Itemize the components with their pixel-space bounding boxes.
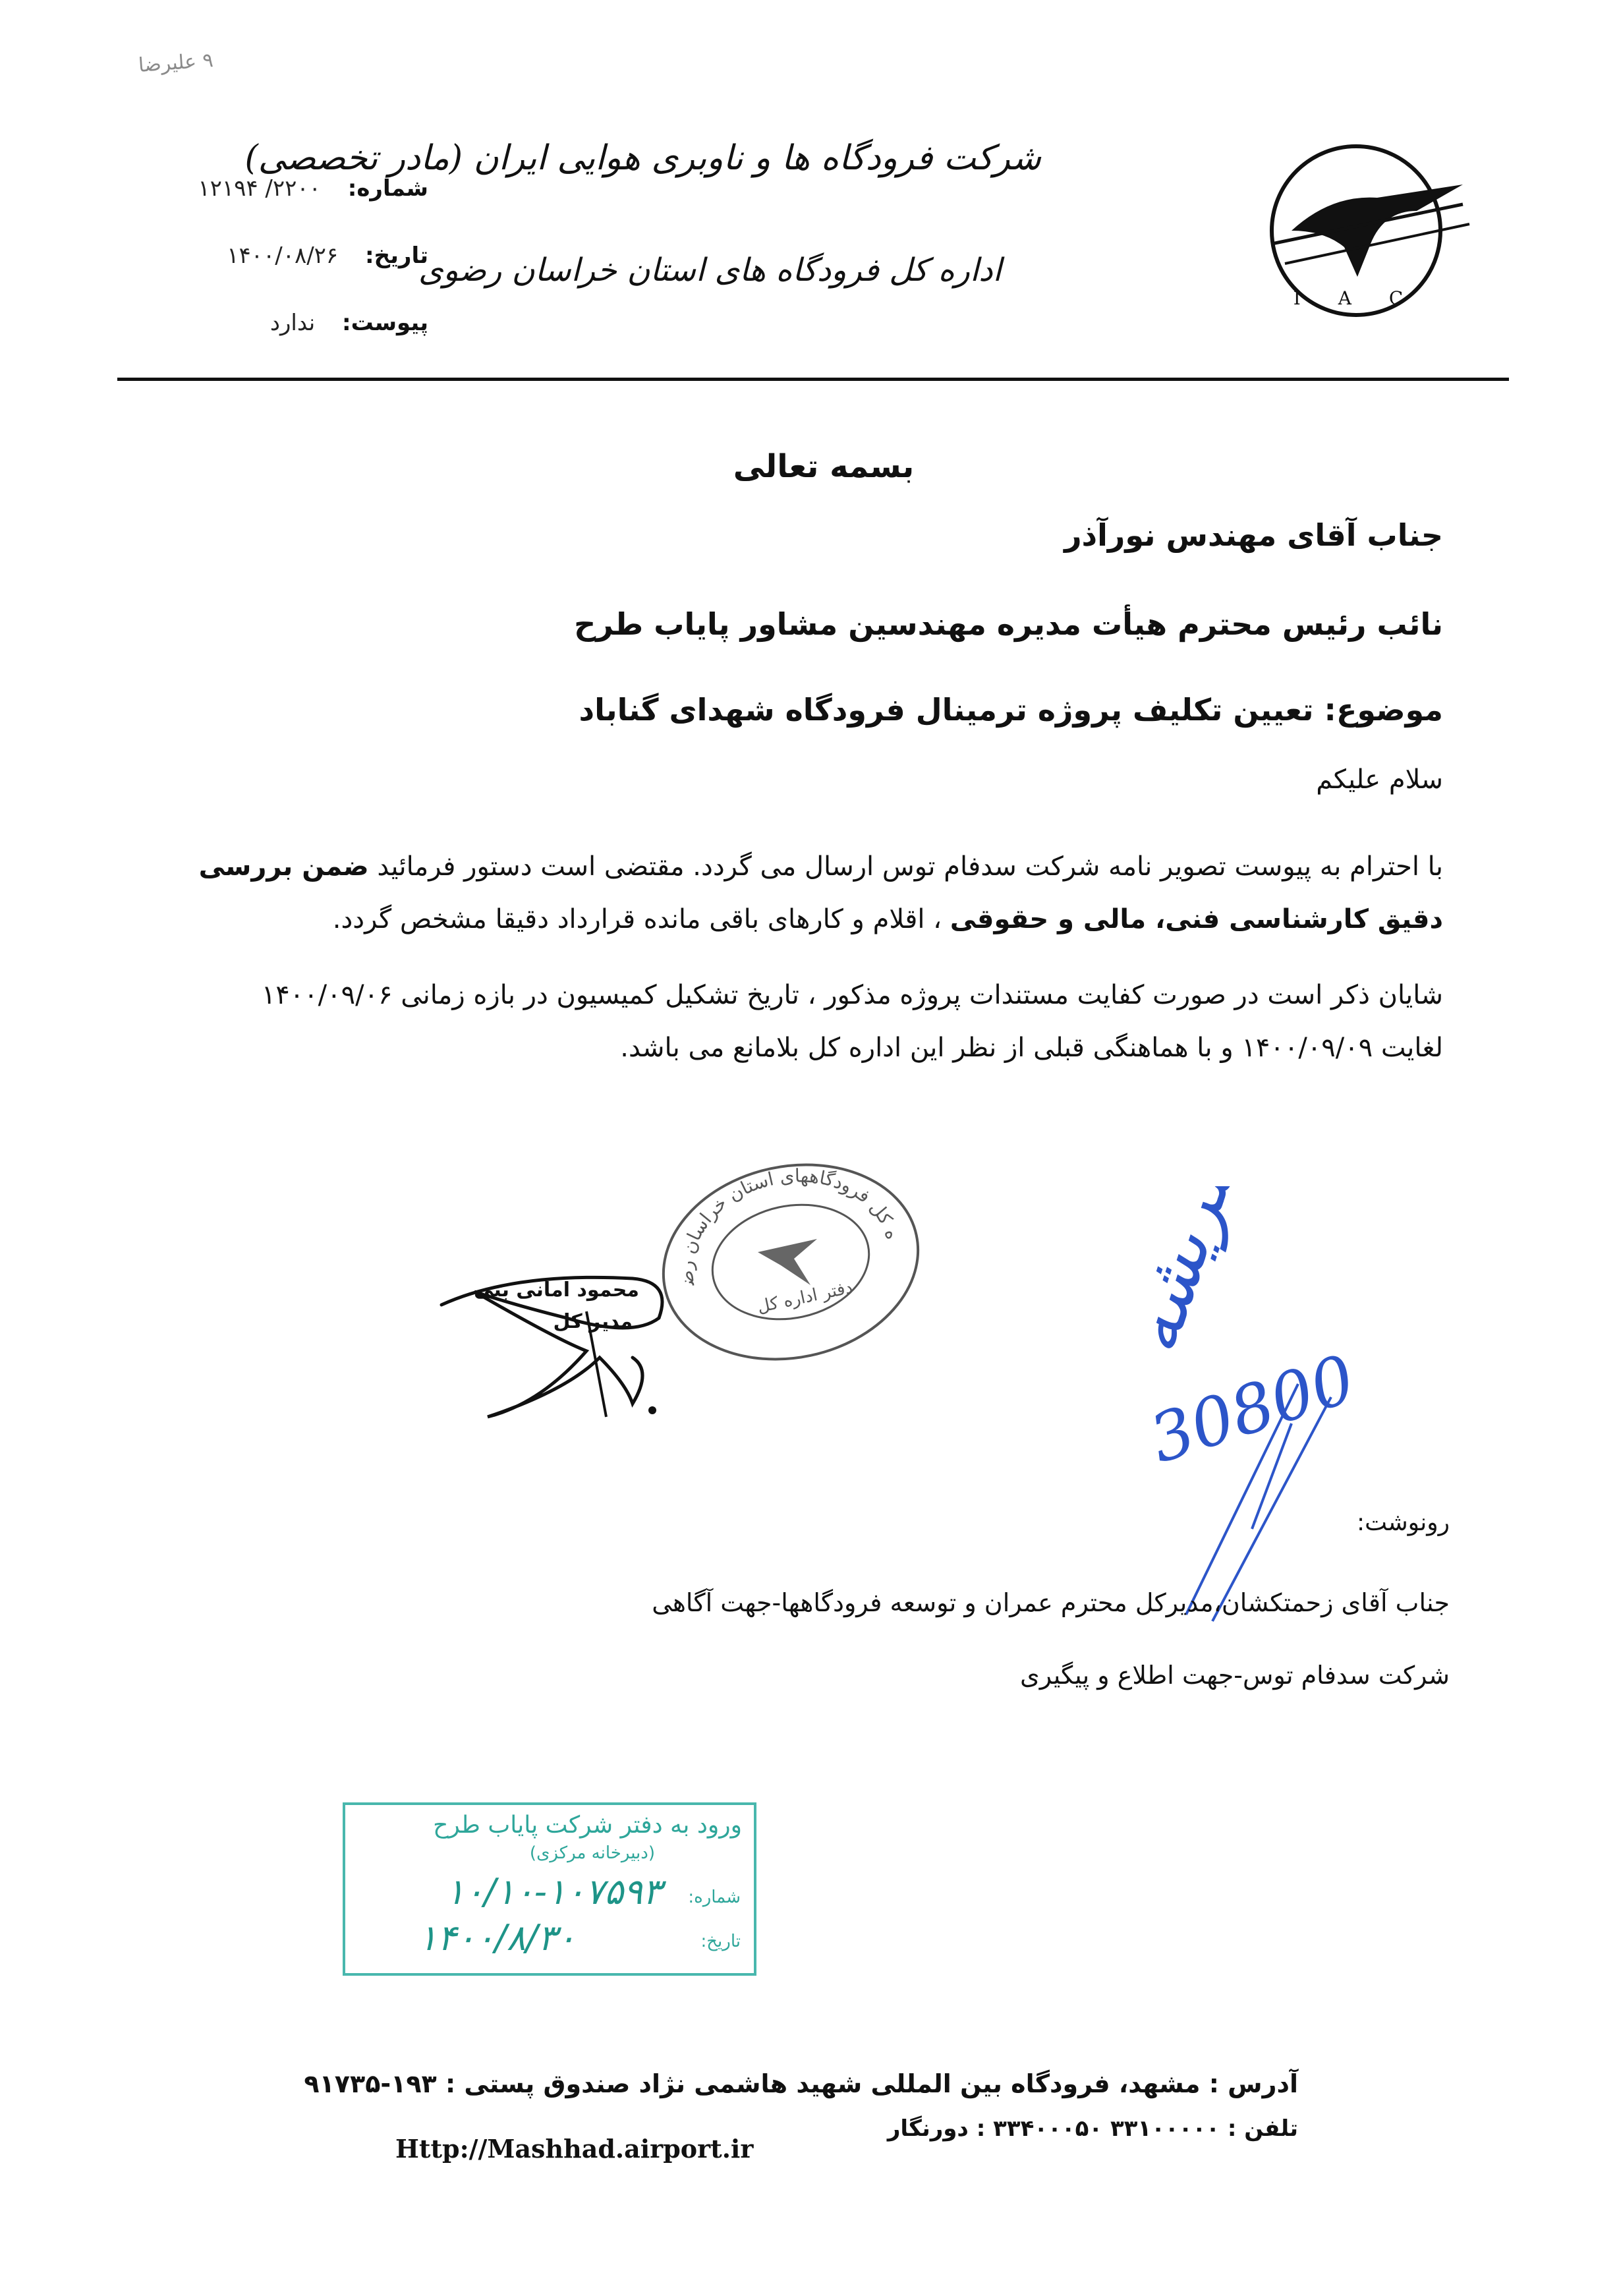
- signatory-title: مدیر کل: [553, 1310, 633, 1333]
- seal-ring-text: اداره کل فرودگاههای استان خراسان رضوی: [675, 1164, 904, 1288]
- para1-line2-bold: دقیق کارشناسی فنی، مالی و حقوقی: [950, 904, 1443, 934]
- receipt-number-value: ۱۰/۱۰-۱۰۷۵۹۳: [445, 1871, 662, 1912]
- receipt-title: ورود به دفتر شرکت پایاب طرح: [433, 1812, 742, 1839]
- receipt-date-value: ۱۴۰۰/۸/۳۰: [418, 1917, 576, 1959]
- company-name: شرکت فرودگاه ها و ناوبری هوایی ایران (مادر تخصصی): [244, 138, 1041, 178]
- handwritten-referral: [1081, 1186, 1423, 1634]
- date-value: ۱۴۰۰/۰۸/۲۶: [227, 243, 339, 269]
- number-label: شماره:: [347, 175, 428, 202]
- paragraph-2-line-2: لغایت ۱۴۰۰/۰۹/۰۹ و با هماهنگی قبلی از نظر این اداره کل بلامانع می باشد.: [620, 1033, 1443, 1063]
- paragraph-1-line-2: [165, 893, 1443, 946]
- para1-text: با احترام به پیوست تصویر نامه شرکت سدفام توس ارسال می گردد. مقتضی است دستور فرمائید: [368, 851, 1443, 882]
- signatory-name: محمود امانی بنی: [473, 1278, 639, 1302]
- letter-attachment: [125, 310, 428, 349]
- handwriting-icon: [1081, 1186, 1423, 1634]
- cc-item: شرکت سدفام توس-جهت اطلاع و پیگیری: [1020, 1661, 1450, 1690]
- paragraph-2-line-1: شایان ذکر است در صورت کفایت مستندات پروژه مذکور ، تاریخ تشکیل کمیسیون در بازه زمانی ۱۴۰۰/۰۹/۰۶: [261, 980, 1443, 1010]
- handwritten-number: 30800: [1141, 1340, 1364, 1478]
- recipient: جناب آقای مهندس نورآذر: [1064, 517, 1443, 553]
- number-value: ۲۲۰۰/ ۱۲۱۹۴: [198, 175, 321, 202]
- department-name: اداره کل فرودگاه های استان خراسان رضوی: [418, 252, 1002, 289]
- recipient-title: نائب رئیس محترم هیأت مدیره مهندسین مشاور پایاب طرح: [574, 606, 1443, 642]
- subject: موضوع: تعیین تکلیف پروژه ترمینال فرودگاه شهدای گناباد: [579, 692, 1443, 728]
- logo-icon: [1245, 132, 1509, 330]
- logo-text: I A C: [1293, 287, 1419, 309]
- seal-inner-text: دفتر اداره کل: [755, 1277, 855, 1317]
- receipt-subtitle: (دبیرخانه مرکزی): [529, 1843, 655, 1863]
- receipt-stamp: [343, 1802, 756, 1976]
- letter-date: [125, 243, 428, 282]
- footer-phones: تلفن : ۳۳۱۰۰۰۰۰ ۳۳۴۰۰۰۵۰ : دورنگار: [887, 2115, 1298, 2142]
- footer-url[interactable]: Http://Mashhad.airport.ir: [395, 2134, 754, 2164]
- iac-logo: [1245, 132, 1509, 330]
- invocation: بسمه تعالی: [733, 448, 915, 485]
- para1-line2-text: ، اقلام و کارهای باقی مانده قرارداد دقیقا مشخص گردد.: [332, 904, 942, 934]
- attachment-value: ندارد: [270, 310, 316, 336]
- attachment-label: پیوست:: [342, 310, 428, 336]
- letter-number: [125, 175, 428, 215]
- greeting: سلام علیکم: [1316, 764, 1443, 795]
- cc-item: جناب آقای زحمتکشان،مدیرکل محترم عمران و توسعه فرودگاهها-جهت آگاهی: [652, 1588, 1450, 1617]
- paragraph-2: [165, 969, 1443, 1074]
- receipt-number-label: شماره:: [688, 1887, 741, 1907]
- date-label: تاریخ:: [365, 243, 428, 269]
- cc-label: رونوشت:: [1356, 1509, 1450, 1536]
- corner-handwritten-note: ۹ علیرضا: [137, 49, 214, 77]
- paragraph-1: [165, 840, 1443, 946]
- header-divider: [117, 378, 1509, 381]
- para1-bold: ضمن بررسی: [198, 851, 369, 882]
- footer-address: آدرس : مشهد، فرودگاه بین المللی شهید هاشمی نژاد صندوق پستی : ۱۹۳-۹۱۷۳۵: [304, 2069, 1298, 2098]
- paragraph-1-line-1: [165, 840, 1443, 893]
- receipt-date-label: تاریخ:: [700, 1932, 741, 1951]
- handwritten-word: مریشه: [1108, 1186, 1252, 1363]
